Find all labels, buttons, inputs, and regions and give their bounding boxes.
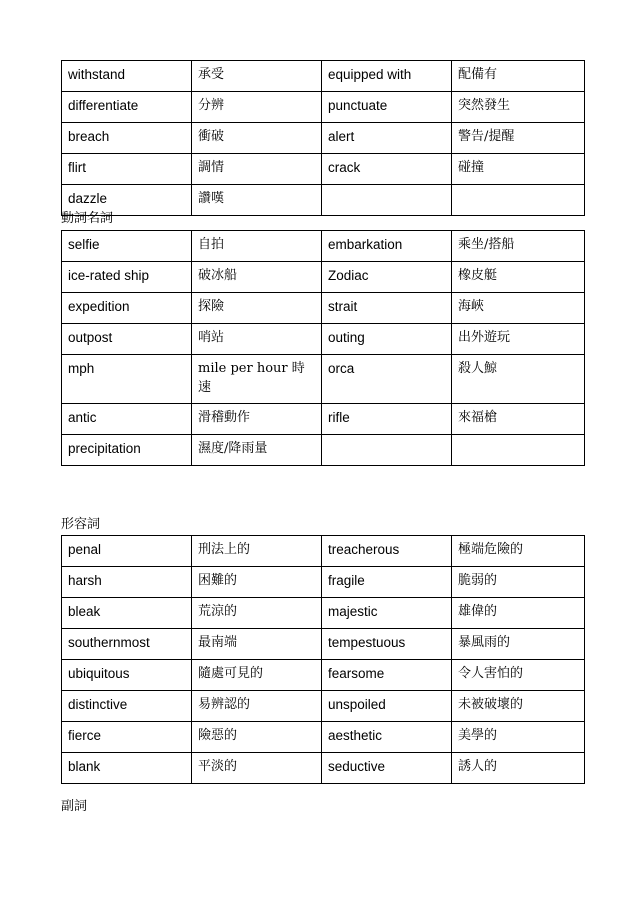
english-term-cell: alert <box>322 123 452 154</box>
english-term-cell: differentiate <box>62 92 192 123</box>
table-row <box>62 324 585 355</box>
chinese-meaning-cell: 碰撞 <box>452 154 585 185</box>
english-term-cell: equipped with <box>322 61 452 92</box>
chinese-meaning-cell: 隨處可見的 <box>192 660 322 691</box>
english-term-cell: tempestuous <box>322 629 452 660</box>
chinese-meaning-cell: 困難的 <box>192 567 322 598</box>
chinese-meaning-cell: 誘人的 <box>452 753 585 784</box>
english-term-cell: fierce <box>62 722 192 753</box>
table-row <box>62 753 585 784</box>
table-row <box>62 536 585 567</box>
english-term-cell: crack <box>322 154 452 185</box>
chinese-meaning-cell: 險惡的 <box>192 722 322 753</box>
english-term-cell: Zodiac <box>322 262 452 293</box>
english-term-cell: mph <box>62 355 192 404</box>
table-row <box>62 660 585 691</box>
english-term-cell: outpost <box>62 324 192 355</box>
table-row <box>62 355 585 404</box>
english-term-cell: bleak <box>62 598 192 629</box>
english-term-cell: fearsome <box>322 660 452 691</box>
chinese-meaning-cell: 平淡的 <box>192 753 322 784</box>
section-heading-adverbs: 副詞 <box>61 799 88 814</box>
chinese-meaning-cell: 承受 <box>192 61 322 92</box>
english-term-cell <box>322 185 452 216</box>
chinese-meaning-cell <box>452 185 585 216</box>
english-term-cell: ice-rated ship <box>62 262 192 293</box>
table-row <box>62 691 585 722</box>
table-row <box>62 231 585 262</box>
english-term-cell: distinctive <box>62 691 192 722</box>
chinese-meaning-cell: 自拍 <box>192 231 322 262</box>
chinese-meaning-cell: mile per hour 時速 <box>192 355 322 404</box>
english-term-cell: expedition <box>62 293 192 324</box>
english-term-cell: seductive <box>322 753 452 784</box>
vocab-table-adjectives <box>61 535 585 784</box>
english-term-cell <box>322 435 452 466</box>
chinese-meaning-cell: 未被破壞的 <box>452 691 585 722</box>
chinese-meaning-cell: 乘坐/搭船 <box>452 231 585 262</box>
chinese-meaning-cell: 配備有 <box>452 61 585 92</box>
chinese-meaning-cell: 讚嘆 <box>192 185 322 216</box>
table-row <box>62 61 585 92</box>
english-term-cell: antic <box>62 404 192 435</box>
chinese-meaning-cell: 海峽 <box>452 293 585 324</box>
chinese-meaning-cell: 分辨 <box>192 92 322 123</box>
table-row <box>62 435 585 466</box>
chinese-meaning-cell: 探險 <box>192 293 322 324</box>
chinese-meaning-cell: 刑法上的 <box>192 536 322 567</box>
english-term-cell: fragile <box>322 567 452 598</box>
section-heading-nouns: 動詞名詞 <box>61 211 114 226</box>
chinese-meaning-cell: 警告/提醒 <box>452 123 585 154</box>
english-term-cell: treacherous <box>322 536 452 567</box>
english-term-cell: orca <box>322 355 452 404</box>
english-term-cell: blank <box>62 753 192 784</box>
chinese-meaning-cell: 衝破 <box>192 123 322 154</box>
english-term-cell: dazzle <box>62 185 192 216</box>
english-term-cell: penal <box>62 536 192 567</box>
english-term-cell: embarkation <box>322 231 452 262</box>
vocab-table-verbs <box>61 60 585 216</box>
table-verbs-block <box>61 60 585 216</box>
chinese-meaning-cell: 美學的 <box>452 722 585 753</box>
english-term-cell: selfie <box>62 231 192 262</box>
table-row <box>62 293 585 324</box>
chinese-meaning-cell: 調情 <box>192 154 322 185</box>
english-term-cell: southernmost <box>62 629 192 660</box>
table-row <box>62 598 585 629</box>
chinese-meaning-cell: 荒涼的 <box>192 598 322 629</box>
chinese-meaning-cell: 來福槍 <box>452 404 585 435</box>
vocab-table-nouns <box>61 230 585 466</box>
chinese-meaning-cell: 易辨認的 <box>192 691 322 722</box>
table-adjectives-block <box>61 535 585 784</box>
chinese-meaning-cell: 殺人鯨 <box>452 355 585 404</box>
english-term-cell: withstand <box>62 61 192 92</box>
section-heading-adjectives: 形容詞 <box>61 517 101 532</box>
table-row <box>62 629 585 660</box>
chinese-meaning-cell: 橡皮艇 <box>452 262 585 293</box>
chinese-meaning-cell: 雄偉的 <box>452 598 585 629</box>
chinese-meaning-cell: 突然發生 <box>452 92 585 123</box>
chinese-meaning-cell: 出外遊玩 <box>452 324 585 355</box>
chinese-meaning-cell: 最南端 <box>192 629 322 660</box>
chinese-meaning-cell: 滑稽動作 <box>192 404 322 435</box>
table-row <box>62 722 585 753</box>
table-row <box>62 185 585 216</box>
table-row <box>62 123 585 154</box>
english-term-cell: breach <box>62 123 192 154</box>
chinese-meaning-cell: 暴風雨的 <box>452 629 585 660</box>
english-term-cell: unspoiled <box>322 691 452 722</box>
english-term-cell: aesthetic <box>322 722 452 753</box>
english-term-cell: majestic <box>322 598 452 629</box>
chinese-meaning-cell: 哨站 <box>192 324 322 355</box>
chinese-meaning-cell: 濕度/降雨量 <box>192 435 322 466</box>
chinese-meaning-cell: 令人害怕的 <box>452 660 585 691</box>
english-term-cell: punctuate <box>322 92 452 123</box>
chinese-meaning-cell: 脆弱的 <box>452 567 585 598</box>
table-row <box>62 154 585 185</box>
english-term-cell: outing <box>322 324 452 355</box>
table-row <box>62 92 585 123</box>
chinese-meaning-cell: 破冰船 <box>192 262 322 293</box>
english-term-cell: flirt <box>62 154 192 185</box>
chinese-meaning-cell <box>452 435 585 466</box>
table-row <box>62 262 585 293</box>
chinese-meaning-cell: 極端危險的 <box>452 536 585 567</box>
english-term-cell: ubiquitous <box>62 660 192 691</box>
table-nouns-block <box>61 230 585 466</box>
table-row <box>62 404 585 435</box>
table-row <box>62 567 585 598</box>
english-term-cell: rifle <box>322 404 452 435</box>
english-term-cell: harsh <box>62 567 192 598</box>
english-term-cell: strait <box>322 293 452 324</box>
english-term-cell: precipitation <box>62 435 192 466</box>
